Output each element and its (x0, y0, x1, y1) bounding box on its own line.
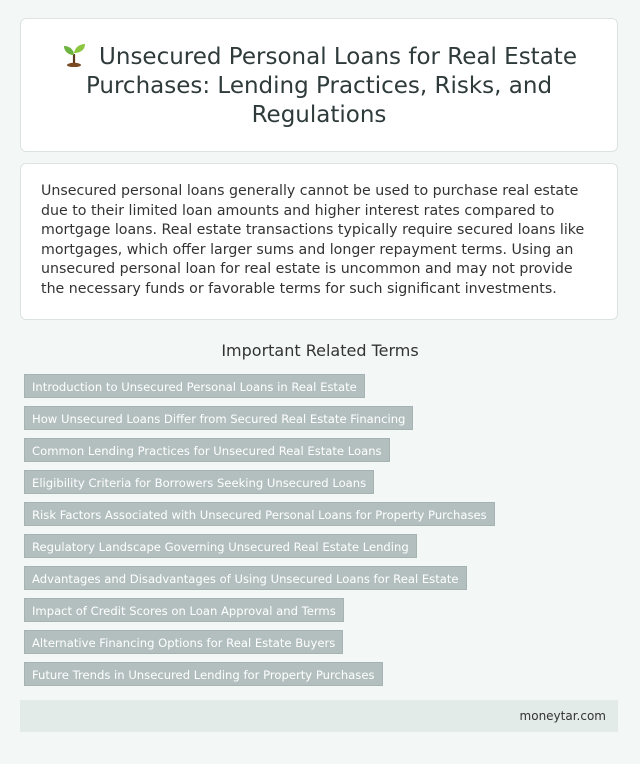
term-tag[interactable]: Advantages and Disadvantages of Using Unsecured Loans for Real Estate (24, 566, 467, 590)
summary-card (20, 163, 618, 320)
list-item (24, 630, 620, 662)
page-title-text: Unsecured Personal Loans for Real Estate Purchases: Lending Practices, Risks, and Regulations (85, 43, 577, 128)
term-tag[interactable]: Alternative Financing Options for Real Estate Buyers (24, 630, 343, 654)
term-tag[interactable]: Common Lending Practices for Unsecured Real Estate Loans (24, 438, 390, 462)
list-item (24, 502, 620, 534)
list-item (24, 534, 620, 566)
footer-site-link[interactable]: moneytar.com (519, 709, 606, 723)
list-item (24, 438, 620, 470)
list-item (24, 598, 620, 630)
list-item (24, 374, 620, 406)
list-item (24, 566, 620, 598)
term-tag[interactable]: Introduction to Unsecured Personal Loans in Real Estate (24, 374, 365, 398)
page-title (21, 41, 617, 130)
footer (20, 700, 618, 732)
sprout-icon (61, 41, 87, 67)
list-item (24, 662, 620, 694)
term-tag[interactable]: Risk Factors Associated with Unsecured Personal Loans for Property Purchases (24, 502, 495, 526)
summary-text: Unsecured personal loans generally cannot be used to purchase real estate due to their limited loan amounts and higher interest rates compared to mortgage loans. Real estate transactions typically require secured loans like mortgages, which offer larger sums and longer repayment terms. Using an unsecured personal loan for real estate is uncommon and may not provide the necessary funds or favorable terms for such significant investments. (41, 183, 585, 297)
term-tag[interactable]: Eligibility Criteria for Borrowers Seeking Unsecured Loans (24, 470, 374, 494)
list-item (24, 470, 620, 502)
term-tag[interactable]: Impact of Credit Scores on Loan Approval and Terms (24, 598, 344, 622)
list-item (24, 406, 620, 438)
related-terms-list (24, 374, 620, 694)
term-tag[interactable]: Regulatory Landscape Governing Unsecured Real Estate Lending (24, 534, 417, 558)
title-card (20, 18, 618, 152)
related-terms-heading: Important Related Terms (221, 341, 419, 360)
term-tag[interactable]: Future Trends in Unsecured Lending for Property Purchases (24, 662, 383, 686)
term-tag[interactable]: How Unsecured Loans Differ from Secured Real Estate Financing (24, 406, 413, 430)
